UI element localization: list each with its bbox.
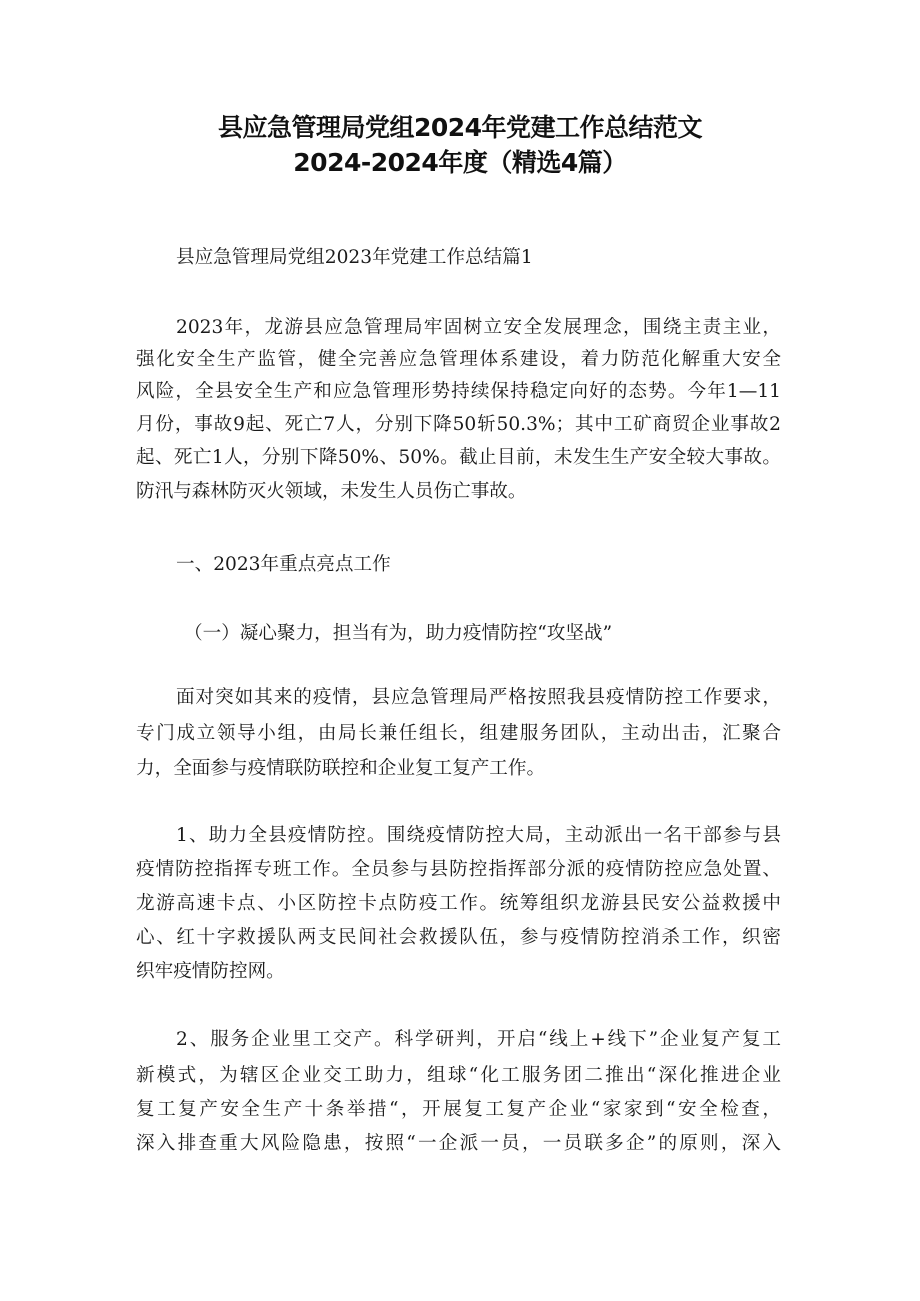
paragraph-line: 新模式，为辖区企业交工助力，组球“化工服务团二推出“深化推进企业: [136, 1065, 781, 1086]
paragraph-line: 2、服务企业里工交产。科学研判，开启“线上+线下”企业复产复工: [176, 1029, 781, 1050]
paragraph-line: 专门成立领导小组，由局长兼任组长，组建服务团队，主动出击，汇聚合: [136, 723, 781, 744]
paragraph-line: 强化安全生产监管，健全完善应急管理体系建设，着力防范化解重大安全: [136, 349, 781, 370]
heading-level-2: （一）凝心聚力，担当有为，助力疫情防控“攻坚战”: [184, 623, 613, 644]
heading-level-1: 一、2023年重点亮点工作: [176, 554, 391, 575]
paragraph-line: 面对突如其来的疫情，县应急管理局严格按照我县疫情防控工作要求，: [176, 687, 781, 708]
paragraph-line: 疫情防控指挥专班工作。全员参与县防控指挥部分派的疫情防控应急处置、: [136, 859, 781, 880]
paragraph-line: 龙游高速卡点、小区防控卡点防疫工作。统筹组织龙游县民安公益救援中: [136, 893, 781, 914]
document-subtitle: 2024-2024年度（精选4篇）: [293, 148, 627, 177]
paragraph-line: 织牢疫情防控网。: [136, 961, 285, 982]
paragraph-line: 起、死亡1人，分别下降50%、50%。截止目前，未发生生产安全较大事故。: [136, 447, 781, 468]
paragraph-line: 2023年，龙游县应急管理局牢固树立安全发展理念，围绕主责主业，: [176, 317, 781, 338]
paragraph-line: 复工复产安全生产十条举措“，开展复工复产企业“家家到“安全检查，: [136, 1099, 781, 1120]
paragraph-line: 防汛与森林防灭火领域，未发生人员伤亡事故。: [136, 481, 527, 502]
paragraph-line: 心、红十字救援队两支民间社会救援队伍，参与疫情防控消杀工作，织密: [136, 927, 781, 948]
paragraph-line: 风险，全县安全生产和应急管理形势持续保持稳定向好的态势。今年1—11: [136, 381, 781, 402]
paragraph-line: 月份，事故9起、死亡7人，分别下降50斩50.3%；其中工矿商贸企业事故2: [136, 414, 781, 435]
document-title: 县应急管理局党组2024年党建工作总结范文: [217, 113, 703, 142]
paragraph-line: 1、助力全县疫情防控。围绕疫情防控大局，主动派出一名干部参与县: [176, 825, 781, 846]
paragraph-line: 力，全面参与疫情联防联控和企业复工复产工作。: [136, 758, 546, 779]
section-heading: 县应急管理局党组2023年党建工作总结篇1: [176, 247, 533, 268]
paragraph-line: 深入排查重大风险隐患，按照“一企派一员，一员联多企”的原则，深入: [136, 1133, 781, 1154]
